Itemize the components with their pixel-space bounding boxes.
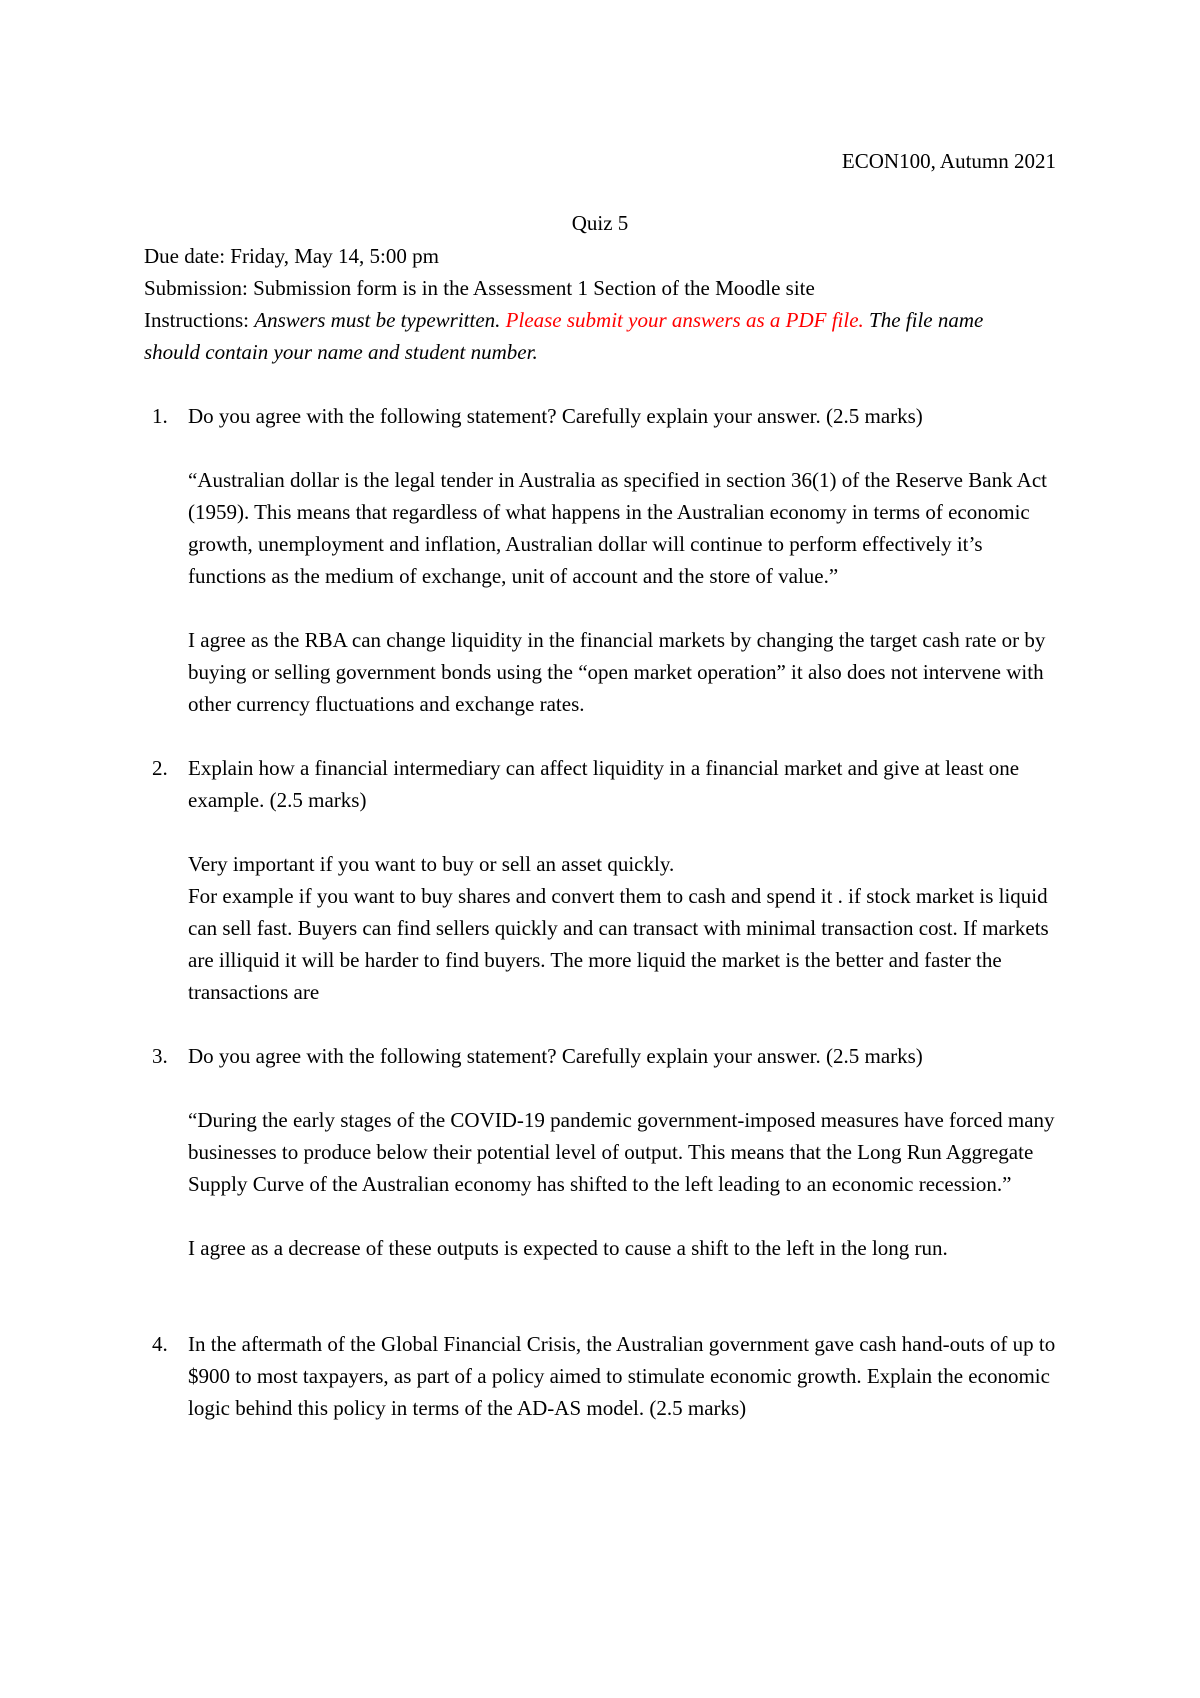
question-answer: I agree as a decrease of these outputs is expected to cause a shift to the left in the long run.: [188, 1236, 948, 1260]
question-prompt: Do you agree with the following statement? Carefully explain your answer. (2.5 marks): [188, 1044, 923, 1068]
question-prompt: Do you agree with the following statement? Carefully explain your answer. (2.5 marks): [188, 404, 923, 428]
question-number: 4.: [152, 1332, 168, 1356]
instructions-pdf-warning: Please submit your answers as a PDF file.: [505, 308, 870, 332]
question-number: 3.: [152, 1044, 168, 1068]
question-prompt: In the aftermath of the Global Financial Crisis, the Australian government gave cash hand-outs of up to $900 to most taxpayers, as part of a policy aimed to stimulate economic growth. Explain the economic logic behind this policy in terms of the AD-AS model. (2.5 marks): [188, 1332, 1056, 1420]
question-quote: “Australian dollar is the legal tender in Australia as specified in section 36(1) of the Reserve Bank Act (1959). This means that regardless of what happens in the Australian economy in terms of economic growth, unemployment and inflation, Australian dollar will continue to perform effectively it’s functions as the medium of exchange, unit of account and the store of value.”: [188, 468, 1047, 588]
instructions-label: Instructions:: [144, 308, 255, 332]
question-answer: I agree as the RBA can change liquidity in the financial markets by changing the target cash rate or by buying or selling government bonds using the “open market operation” it also does not intervene with other currency fluctuations and exchange rates.: [188, 628, 1046, 716]
question-number: 2.: [152, 756, 168, 780]
instructions-typewritten: Answers must be typewritten.: [254, 308, 506, 332]
question-list: [144, 400, 1064, 1424]
question-answer-line-2: For example if you want to buy shares and convert them to cash and spend it . if stock market is liquid can sell fast. Buyers can find sellers quickly and can transact with minimal transaction cost. If markets are illiquid it will be harder to find buyers. The more liquid the market is the better and faster the transactions are: [188, 884, 1049, 1004]
question-3: [144, 1040, 1064, 1264]
quiz-title: Quiz 5: [571, 211, 629, 235]
question-2: [144, 752, 1064, 1008]
course-header: ECON100, Autumn 2021: [841, 149, 1056, 173]
question-1: [144, 400, 1064, 720]
question-prompt: Explain how a financial intermediary can affect liquidity in a financial market and give at least one example. (2.5 marks): [188, 756, 1020, 812]
question-quote: “During the early stages of the COVID-19 pandemic government-imposed measures have forced many businesses to produce below their potential level of output. This means that the Long Run Aggregate Supply Curve of the Australian economy has shifted to the left leading to an economic recession.”: [188, 1108, 1055, 1196]
question-number: 1.: [152, 404, 168, 428]
submission-info: Submission: Submission form is in the Assessment 1 Section of the Moodle site: [144, 276, 815, 300]
instructions-filename: The file name should contain your name and student number.: [144, 308, 984, 364]
question-4: [144, 1328, 1064, 1424]
quiz-meta: [144, 240, 1044, 368]
instructions: [144, 304, 1044, 368]
question-answer-line-1: Very important if you want to buy or sell an asset quickly.: [188, 852, 675, 876]
due-date: Due date: Friday, May 14, 5:00 pm: [144, 244, 439, 268]
